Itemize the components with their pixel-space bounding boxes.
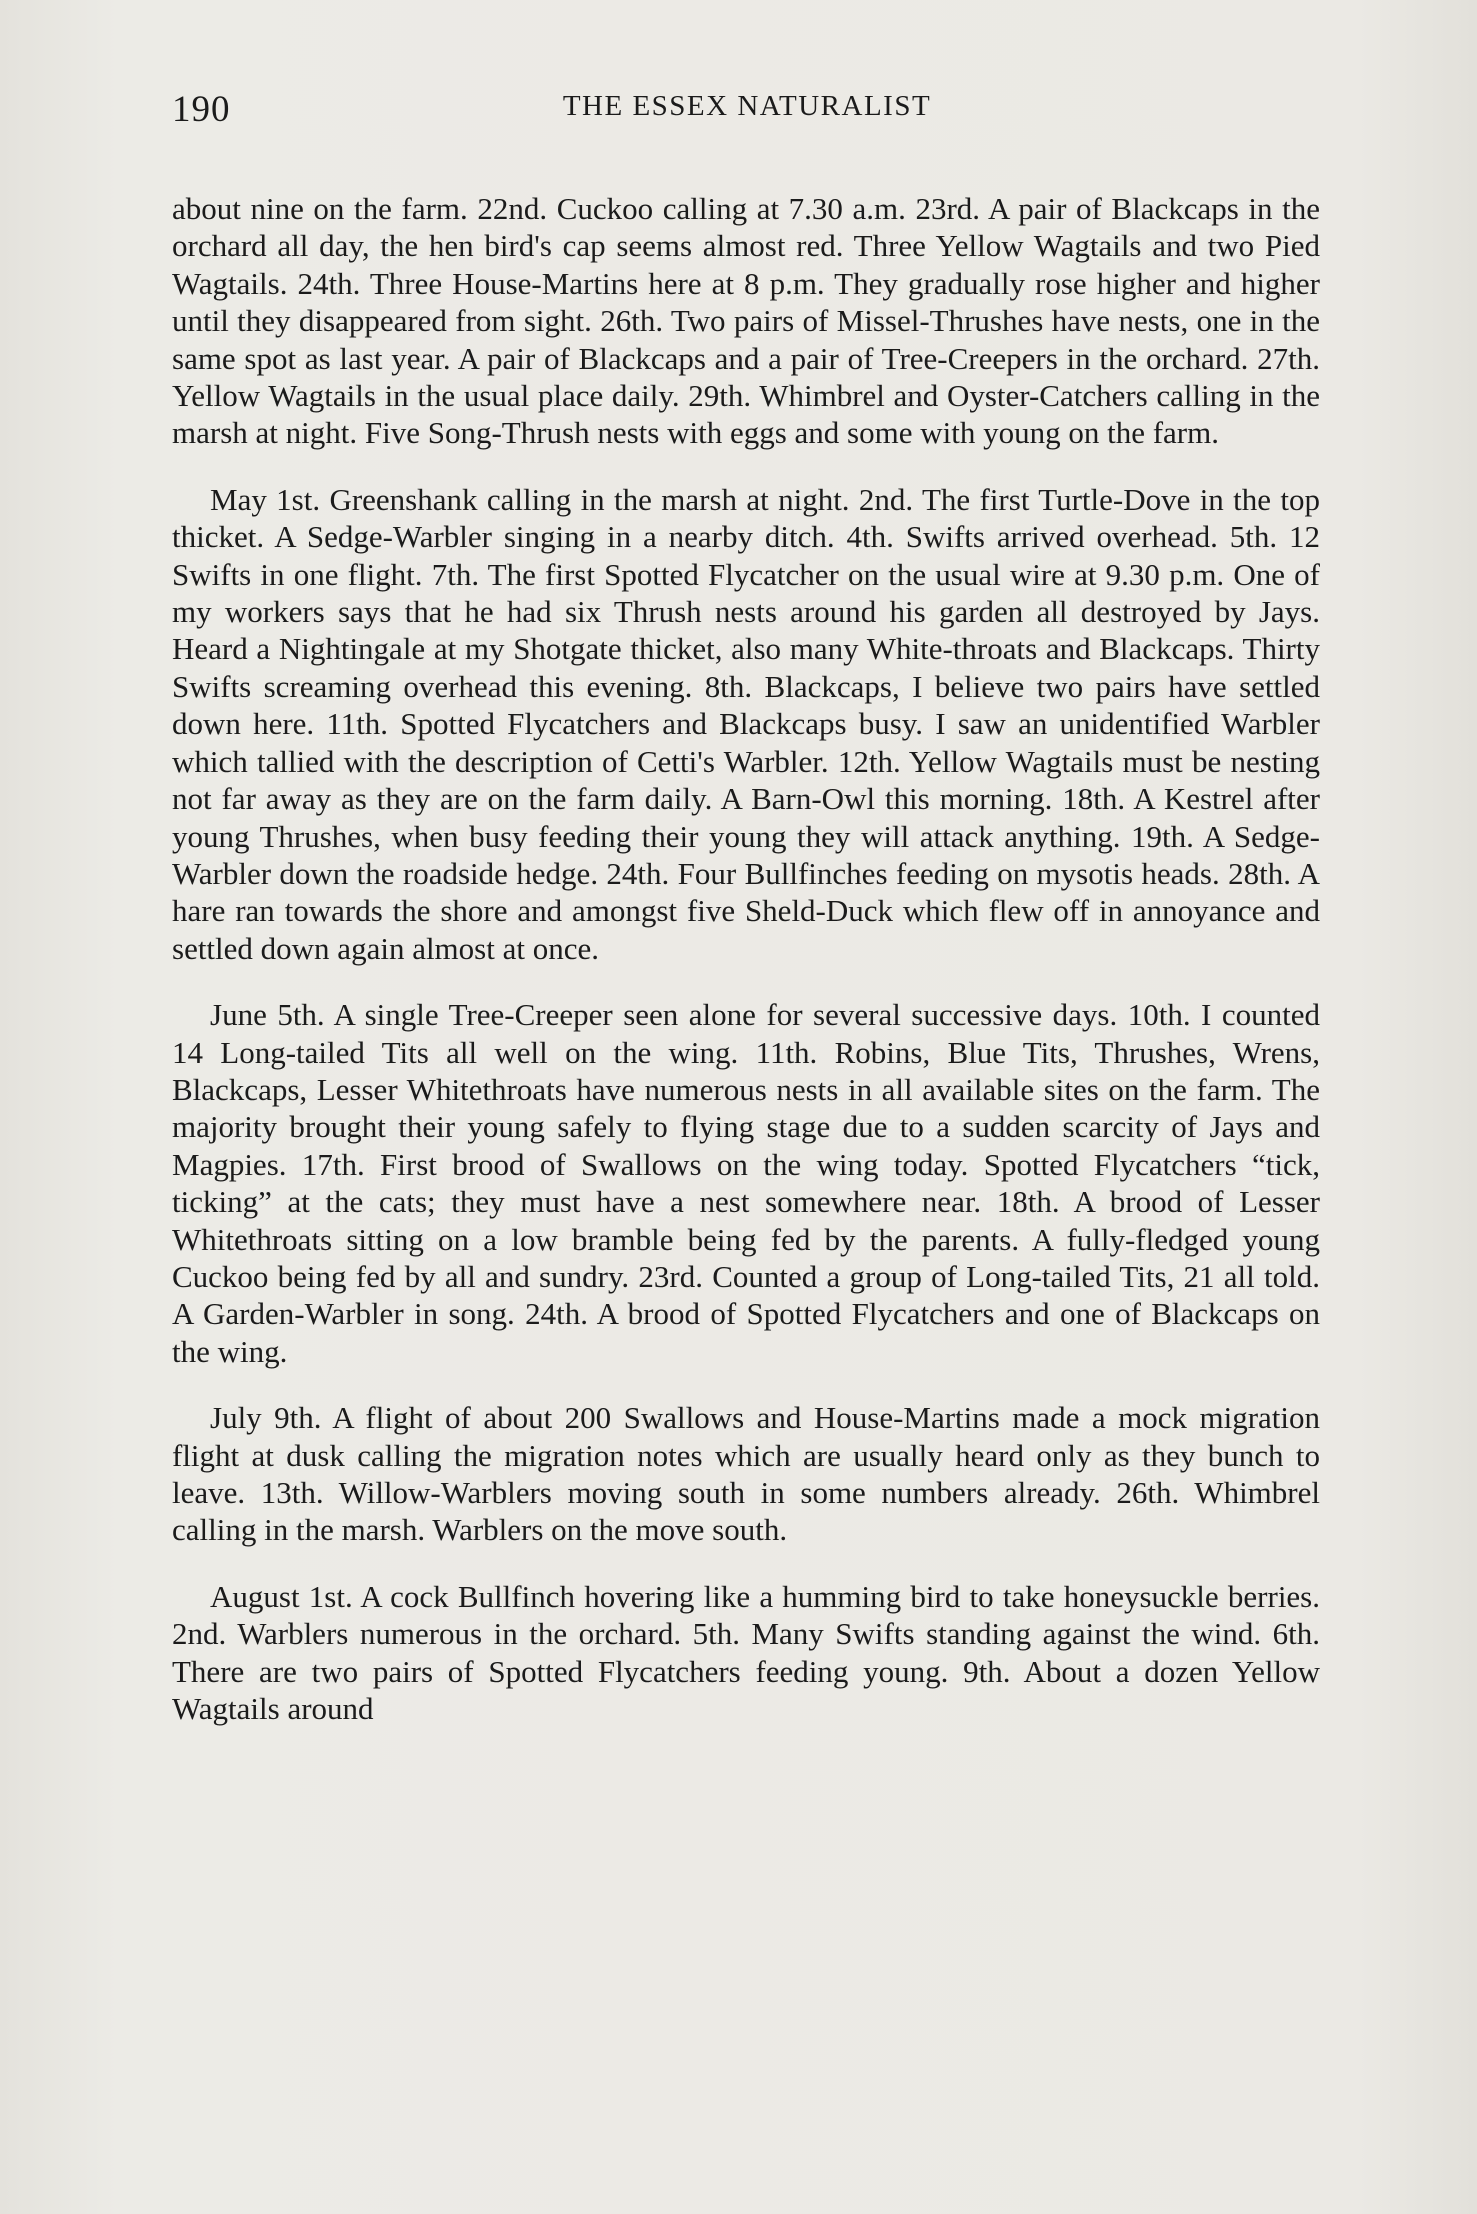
paragraph-text: about nine on the farm. 22nd. Cuckoo calling at 7.30 a.m. 23rd. A pair of Blackcaps in the orchard all day, the hen bird's cap seems almost red. Three Yellow Wagtails and two Pied Wagtails. 24th. Three House-Martins here at 8 p.m. They gradually rose higher and higher until they disappeared from sight. 26th. Two pairs of Missel-Thrushes have nests, one in the same spot as last year. A pair of Blackcaps and a pair of Tree-Creepers in the orchard. 27th. Yellow Wagtails in the usual place daily. 29th. Whimbrel and Oyster-Catchers calling in the marsh at night. Five Song-Thrush nests with eggs and some with young on the farm.	[172, 191, 1320, 451]
paragraph-text: July 9th. A flight of about 200 Swallows and House-Martins made a mock migration flight at dusk calling the migration notes which are usually heard only as they bunch to leave. 13th. Willow-Warblers moving south in some numbers already. 26th. Whimbrel calling in the marsh. Warblers on the move south.	[172, 1400, 1320, 1548]
paragraph-text: August 1st. A cock Bullfinch hovering like a humming bird to take honeysuckle berries. 2nd. Warblers numerous in the orchard. 5th. Many Swifts standing against the wind. 6th. There are two pairs of Spotted Flycatchers feeding young. 9th. About a dozen Yellow Wagtails around	[172, 1578, 1320, 1727]
page-header	[172, 88, 1322, 138]
running-title: THE ESSEX NATURALIST	[562, 90, 932, 122]
paragraph-text: June 5th. A single Tree-Creeper seen alone for several successive days. 10th. I counted 14 Long-tailed Tits all well on the wing. 11th. Robins, Blue Tits, Thrushes, Wrens, Blackcaps, Lesser Whitethroats have numerous nests in all available sites on the farm. The majority brought their young safely to flying stage due to a sudden scarcity of Jays and Magpies. 17th. First brood of Swallows on the wing today. Spotted Flycatchers “tick, ticking” at the cats; they must have a nest somewhere near. 18th. A brood of Lesser Whitethroats sitting on a low bramble being fed by the parents. A fully-fledged young Cuckoo being fed by all and sundry. 23rd. Counted a group of Long-tailed Tits, 21 all told. A Garden-Warbler in song. 24th. A brood of Spotted Flycatchers and one of Blackcaps on the wing.	[172, 997, 1320, 1369]
page-number: 190	[172, 89, 231, 130]
paragraph-april-continued	[172, 190, 1320, 452]
paragraph-july	[172, 1399, 1320, 1549]
paragraph-may	[172, 481, 1320, 967]
paragraph-text: May 1st. Greenshank calling in the marsh at night. 2nd. The first Turtle-Dove in the top thicket. A Sedge-Warbler singing in a nearby ditch. 4th. Swifts arrived overhead. 5th. 12 Swifts in one flight. 7th. The first Spotted Flycatcher on the usual wire at 9.30 p.m. One of my workers says that he had six Thrush nests around his garden all destroyed by Jays. Heard a Nightingale at my Shotgate thicket, also many White-throats and Blackcaps. Thirty Swifts screaming overhead this evening. 8th. Blackcaps, I believe two pairs have settled down here. 11th. Spotted Flycatchers and Blackcaps busy. I saw an unidentified Warbler which tallied with the description of Cetti's Warbler. 12th. Yellow Wagtails must be nesting not far away as they are on the farm daily. A Barn-Owl this morning. 18th. A Kestrel after young Thrushes, when busy feeding their young they will attack anything. 19th. A Sedge-Warbler down the roadside hedge. 24th. Four Bullfinches feeding on mysotis heads. 28th. A hare ran towards the shore and amongst five Sheld-Duck which flew off in annoyance and settled down again almost at once.	[172, 481, 1320, 966]
paragraph-june	[172, 996, 1320, 1370]
body-text	[172, 190, 1320, 1756]
paragraph-august	[172, 1578, 1320, 1728]
